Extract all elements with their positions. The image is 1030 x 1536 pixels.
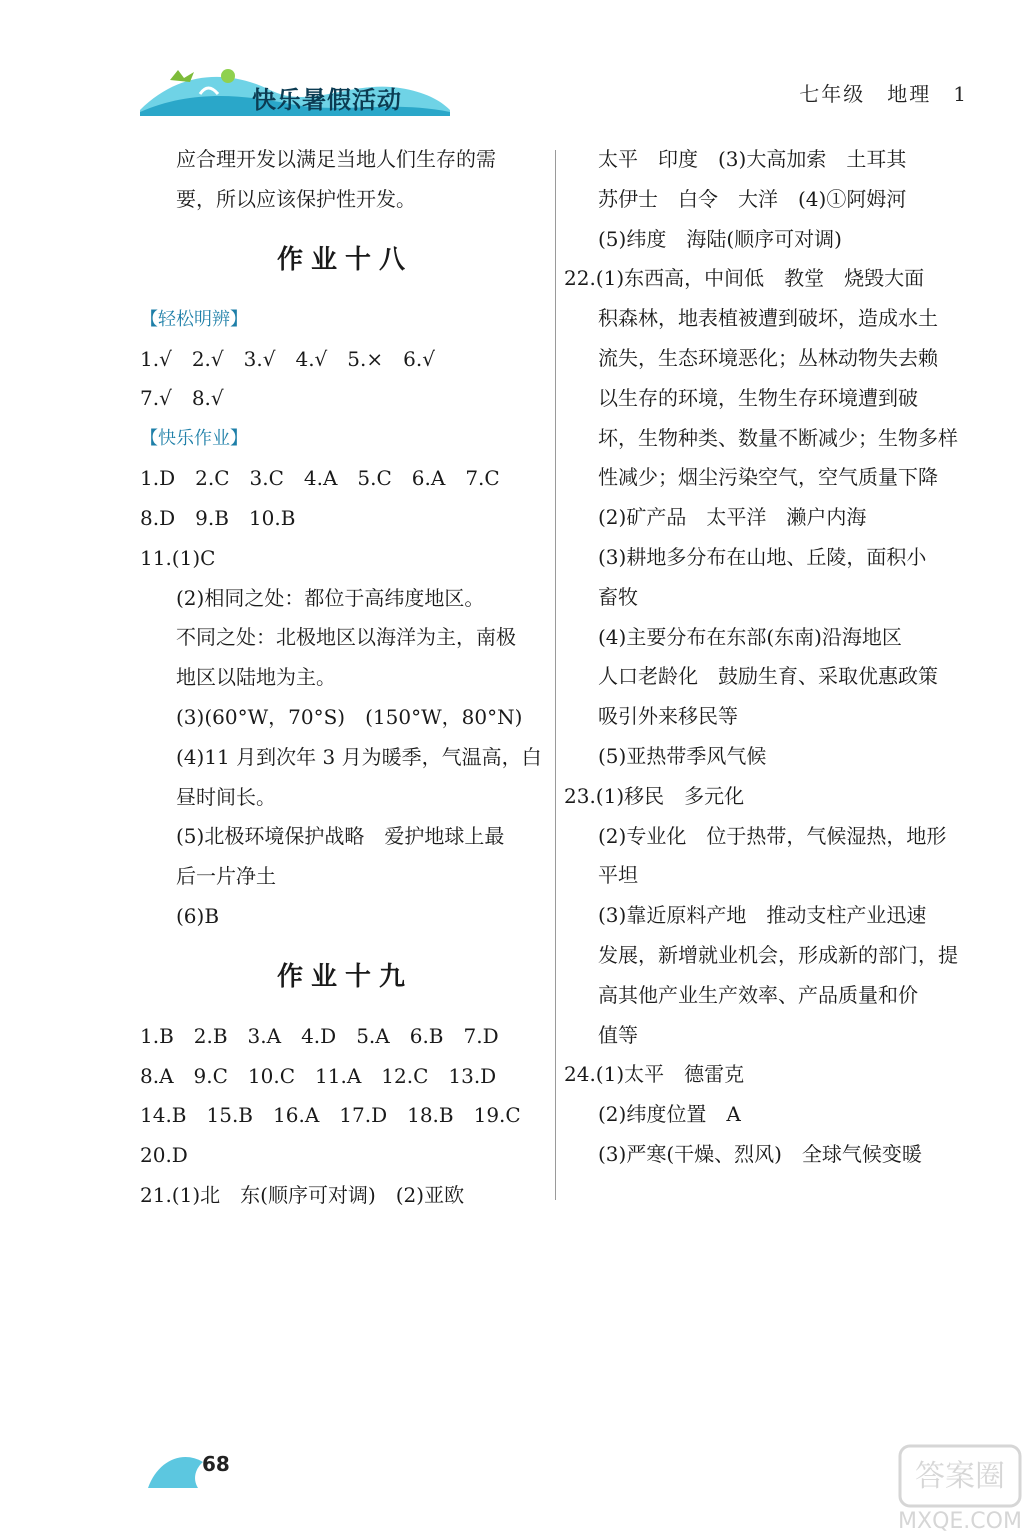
answer-line: (5)北极环境保护战略 爱护地球上最 [176, 824, 505, 849]
answer-line: (3)靠近原料产地 推动支柱产业迅速 [598, 903, 927, 928]
section-tag: 【 轻松明辨 】 [140, 300, 550, 340]
answer-line: (3)严寒(干燥、烈风) 全球气候变暖 [598, 1141, 922, 1166]
answer-line: 发展，新增就业机会，形成新的部门，提 [598, 942, 958, 967]
answer-line: (2)专业化 位于热带，气候湿热，地形 [598, 823, 947, 848]
answer-line: 以生存的环境，生物生存环境遭到破 [598, 385, 918, 410]
answer-line: 应合理开发以满足当地人们生存的需 [176, 147, 496, 171]
answer-line: (2)纬度位置 A [598, 1102, 741, 1127]
answer-line: 不同之处：北极地区以海洋为主，南极 [176, 625, 516, 650]
answer-line: 8.D 9.B 10.B [140, 505, 296, 530]
grade-subject-label: 七年级 地理 1 [799, 82, 968, 106]
right-column [564, 140, 984, 1175]
section-heading: 作业十九 [276, 961, 413, 992]
answer-line: 23.(1)移民 多元化 [564, 783, 745, 808]
answer-line: 21.(1)北 东(顺序可对调) (2)亚欧 [140, 1182, 465, 1207]
answer-line: (3)(60°W，70°S) (150°W，80°N) [176, 704, 523, 729]
answer-line: 14.B 15.B 16.A 17.D 18.B 19.C [140, 1103, 521, 1128]
header-title: 快乐暑假活动 [252, 86, 402, 114]
answer-line: (3)耕地多分布在山地、丘陵，面积小 [598, 544, 927, 569]
answer-line: (5)纬度 海陆(顺序可对调) [598, 226, 842, 251]
svg-text:MXQE.COM: MXQE.COM [898, 1509, 1022, 1534]
answer-line: 积森林，地表植被遭到破坏，造成水土 [598, 306, 938, 331]
answer-line: 1.B 2.B 3.A 4.D 5.A 6.B 7.D [140, 1023, 499, 1048]
answer-line: 1.D 2.C 3.C 4.A 5.C 6.A 7.C [140, 466, 500, 491]
answer-line: (2)相同之处：都位于高纬度地区。 [176, 585, 485, 610]
answer-line: 太平 印度 (3)大高加索 土耳其 [598, 147, 907, 171]
answer-line: 地区以陆地为主。 [176, 665, 336, 690]
answer-line: (6)B [176, 903, 220, 928]
section-heading: 作业十八 [276, 244, 413, 275]
answer-line: 流失，生态环境恶化；丛林动物失去赖 [598, 345, 938, 370]
column-divider [555, 150, 556, 1200]
answer-line: 人口老龄化 鼓励生育、采取优惠政策 [598, 664, 938, 689]
answer-line: 22.(1)东西高，中间低 教堂 烧毁大面 [564, 266, 925, 291]
left-column [140, 140, 550, 1216]
answer-line: 24.(1)太平 德雷克 [564, 1062, 745, 1087]
answer-line: 坏，生物种类、数量不断减少；生物多样 [598, 425, 958, 450]
answer-line: 性减少；烟尘污染空气，空气质量下降 [598, 465, 938, 490]
answer-line: 平坦 [598, 863, 638, 888]
page-number: 68 [202, 1452, 230, 1476]
answer-line: 20.D [140, 1143, 188, 1168]
answer-line: 苏伊士 白令 大洋 (4)①阿姆河 [598, 186, 907, 211]
answer-line: 8.A 9.C 10.C 11.A 12.C 13.D [140, 1063, 497, 1088]
answer-line: 高其他产业生产效率、产品质量和价 [598, 982, 918, 1007]
answer-line: 1.√ 2.√ 3.√ 4.√ 5.× 6.√ [140, 346, 435, 371]
answer-line: 值等 [598, 1022, 638, 1047]
answer-line: 11.(1)C [140, 545, 216, 570]
section-tag: 【 快乐作业 】 [140, 419, 550, 459]
answer-line: 吸引外来移民等 [598, 704, 738, 729]
svg-text:答案圈: 答案圈 [915, 1459, 1005, 1494]
answer-line: 畜牧 [598, 584, 638, 609]
answer-line: 后一片净土 [176, 864, 276, 889]
answer-line: (2)矿产品 太平洋 濑户内海 [598, 505, 867, 530]
answer-line: (4)11 月到次年 3 月为暖季，气温高，白 [176, 744, 542, 769]
answer-line: 昼时间长。 [176, 784, 276, 809]
answer-line: 7.√ 8.√ [140, 386, 224, 411]
answer-line: (4)主要分布在东部(东南)沿海地区 [598, 624, 902, 649]
answer-line: 要，所以应该保护性开发。 [176, 186, 416, 211]
watermark-logo [890, 1436, 1030, 1536]
answer-line: (5)亚热带季风气候 [598, 743, 767, 768]
